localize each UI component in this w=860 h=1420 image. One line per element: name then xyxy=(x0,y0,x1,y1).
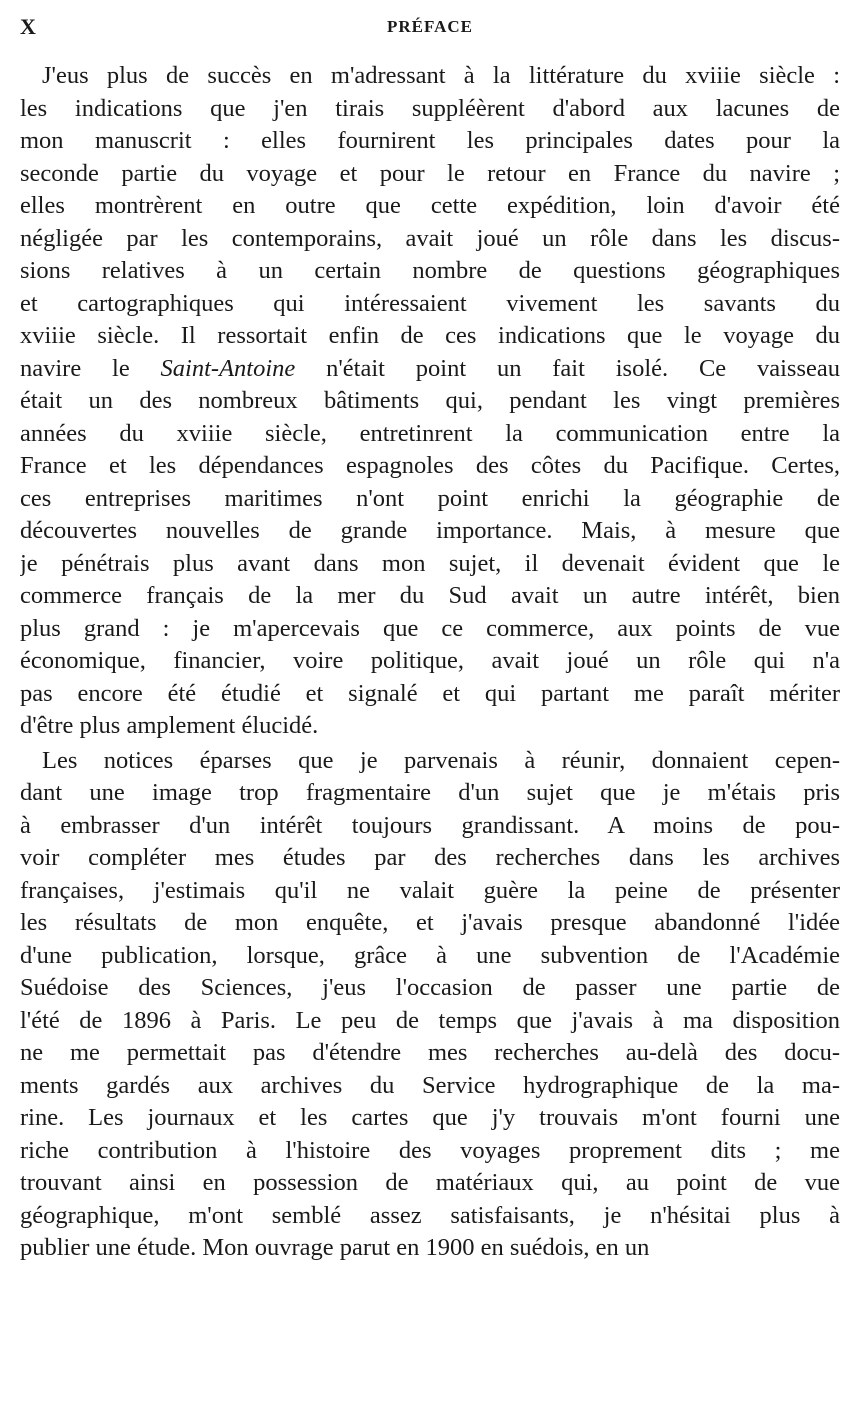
text-line: économique, financier, voire politique, avait joué un rôle qui n'a xyxy=(20,647,840,674)
paragraph xyxy=(20,745,840,1265)
text-line: d'une publication, lorsque, grâce à une subvention de l'Académie xyxy=(20,941,840,969)
text-line: et cartographiques qui intéressaient vivement les savants du xyxy=(20,289,840,317)
text-line: géographique, m'ont semblé assez satisfaisants, je n'hésitai plus à xyxy=(20,1201,840,1229)
page-header xyxy=(20,14,840,44)
text-line: les indications que j'en tirais suppléèrent d'abord aux lacunes de xyxy=(20,94,840,122)
text-line: J'eus plus de succès en m'adressant à la littérature du xviiie siècle : xyxy=(42,62,840,89)
text-line: françaises, j'estimais qu'il ne valait guère la peine de présenter xyxy=(20,876,840,904)
text-line: découvertes nouvelles de grande importance. Mais, à mesure que xyxy=(20,517,840,544)
paragraph xyxy=(20,60,840,743)
text-line: plus grand : je m'apercevais que ce commerce, aux points de vue xyxy=(20,614,840,642)
text-line: je pénétrais plus avant dans mon sujet, il devenait évident que le xyxy=(20,549,840,577)
text-line: xviiie siècle. Il ressortait enfin de ces indications que le voyage du xyxy=(20,322,840,349)
text-line: d'être plus amplement élucidé. xyxy=(20,712,319,739)
text-line: ne me permettait pas d'étendre mes recherches au-delà des docu- xyxy=(20,1039,840,1066)
text-line: seconde partie du voyage et pour le retour en France du navire ; xyxy=(20,159,840,187)
text-line: commerce français de la mer du Sud avait un autre intérêt, bien xyxy=(20,582,840,609)
text-line: à embrasser d'un intérêt toujours grandissant. A moins de pou- xyxy=(20,811,840,839)
text-line: riche contribution à l'histoire des voyages proprement dits ; me xyxy=(20,1136,840,1164)
text-line: France et les dépendances espagnoles des côtes du Pacifique. Certes, xyxy=(20,452,840,479)
text-line: trouvant ainsi en possession de matériaux qui, au point de vue xyxy=(20,1169,840,1196)
text-line: voir compléter mes études par des recherches dans les archives xyxy=(20,844,840,871)
text-line: négligée par les contemporains, avait joué un rôle dans les discus- xyxy=(20,224,840,252)
page-number: X xyxy=(20,14,37,39)
text-line: navire le Saint-Antoine n'était point un fait isolé. Ce vaisseau xyxy=(20,354,840,382)
text-line: Les notices éparses que je parvenais à réunir, donnaient cepen- xyxy=(42,746,840,774)
text-line: années du xviiie siècle, entretinrent la communication entre la xyxy=(20,419,840,447)
text-line: était un des nombreux bâtiments qui, pendant les vingt premières xyxy=(20,387,840,414)
body-text xyxy=(20,60,840,1265)
running-title: PRÉFACE xyxy=(386,17,473,36)
text-line: l'été de 1896 à Paris. Le peu de temps que j'avais à ma disposition xyxy=(20,1006,840,1034)
text-line: ments gardés aux archives du Service hydrographique de la ma- xyxy=(20,1071,840,1099)
text-line: pas encore été étudié et signalé et qui partant me paraît mériter xyxy=(20,679,840,707)
text-line: ces entreprises maritimes n'ont point enrichi la géographie de xyxy=(20,484,840,512)
text-line: mon manuscrit : elles fournirent les principales dates pour la xyxy=(20,127,840,154)
text-line: Suédoise des Sciences, j'eus l'occasion de passer une partie de xyxy=(20,974,840,1001)
text-line: elles montrèrent en outre que cette expédition, loin d'avoir été xyxy=(20,192,840,219)
text-line: sions relatives à un certain nombre de questions géographiques xyxy=(20,257,840,284)
text-line: les résultats de mon enquête, et j'avais presque abandonné l'idée xyxy=(20,909,840,936)
ship-name: Saint-Antoine xyxy=(160,354,296,382)
text-line: dant une image trop fragmentaire d'un sujet que je m'étais pris xyxy=(20,779,840,806)
text-line: rine. Les journaux et les cartes que j'y trouvais m'ont fourni une xyxy=(20,1104,840,1131)
text-line: publier une étude. Mon ouvrage parut en 1900 en suédois, en un xyxy=(20,1234,650,1261)
